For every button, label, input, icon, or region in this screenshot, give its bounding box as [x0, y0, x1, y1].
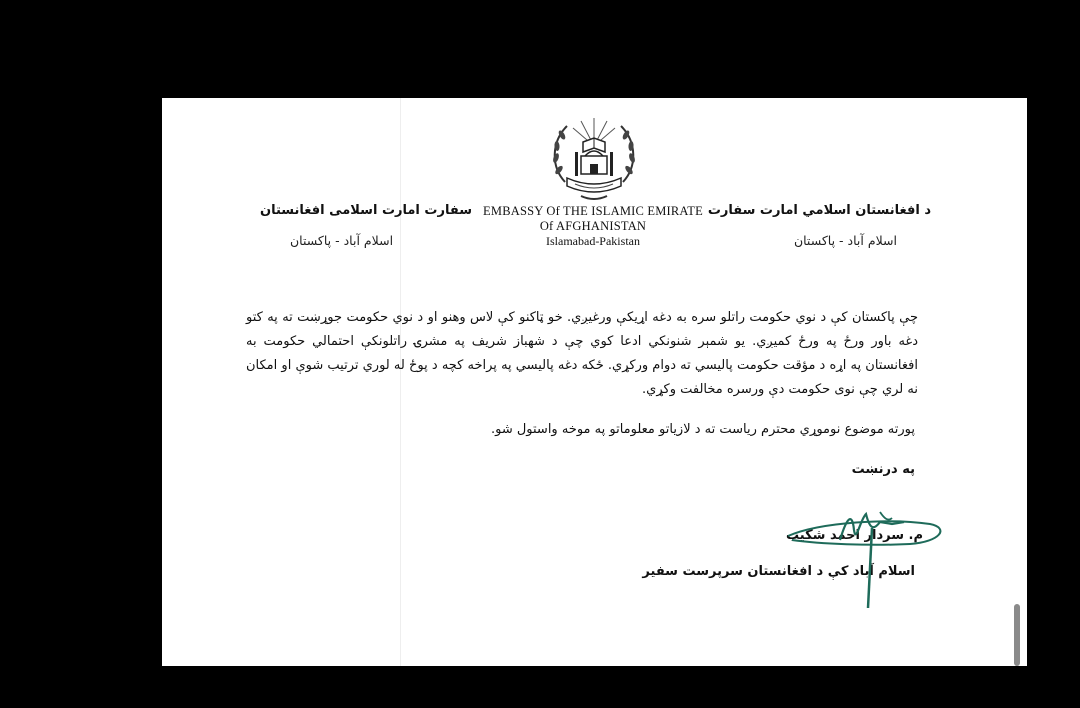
signatory-name: م. سردار احمد شکیب: [786, 528, 923, 543]
letter-paragraph-2: پورته موضوع نوموړي محترم ریاست ته د لازیاتو معلوماتو په موخه واستول شو.: [490, 422, 915, 437]
letterhead-pashto-location: اسلام آباد - پاکستان: [793, 233, 897, 248]
letter-closing: په درنښت: [851, 462, 915, 477]
letterhead-english-line2: Of AFGHANISTAN: [539, 219, 647, 233]
letterhead-english-location: Islamabad-Pakistan: [546, 234, 640, 248]
letterhead-english-line1: EMBASSY Of THE ISLAMIC EMIRATE: [483, 204, 703, 218]
letterhead-dari-location: اسلام آباد - پاکستان: [290, 233, 394, 248]
handwritten-signature: [780, 500, 950, 610]
letter-page: [162, 98, 1027, 666]
letterhead-pashto-title: د افغانستان اسلامي امارت سفارت: [707, 203, 931, 218]
vertical-scrollbar[interactable]: [1014, 604, 1020, 666]
letter-paragraph-1: چې پاکستان کې د نوي حکومت راتلو سره به دغه اړیکې ورغیږي. خو ټاکنو کې لاس وهنو او د نوي حکومت جوړښت ته په کتو دغه باور ورځ په ورځ کمیږي. یو شمېر شنونکي ادعا کوي چې د شهباز شریف په مشرۍ راتلونکې احتمالي حکومت به افغانستان په اړه د مؤقت حکومت پالیسي ته دوام ورکړي. ځکه دغه پالیسي په پراخه کچه د پوځ له لوري ترتیب شوې او امکان نه لري چې نوی حکومت دې ورسره مخالفت وکړي.: [246, 310, 918, 397]
signatory-title: اسلام آباد کې د افغانستان سرپرست سفیر: [642, 564, 915, 579]
letterhead-dari-title: سفارت امارت اسلامی افغانستان: [260, 203, 472, 218]
letterhead-english-title: [480, 204, 706, 234]
emblem-icon: [545, 112, 643, 208]
